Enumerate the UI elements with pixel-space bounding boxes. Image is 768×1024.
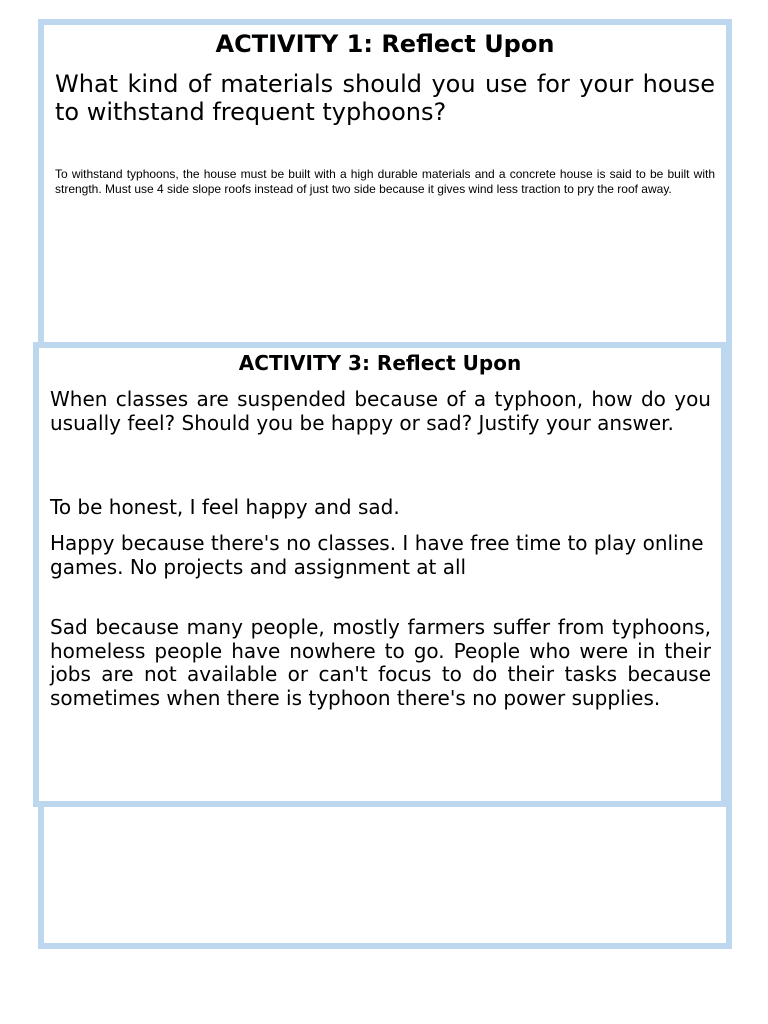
activity-3-title bbox=[39, 349, 721, 377]
activity-3-answer-happy: Happy because there's no classes. I have free time to play online games. No projects and assignment at all bbox=[50, 531, 704, 579]
activity-1-title-label: ACTIVITY 1: bbox=[215, 30, 373, 58]
activity-1-title-text: Reflect Upon bbox=[381, 30, 555, 58]
activity-3-answer-sad: Sad because many people, mostly farmers suffer from typhoons, homeless people have nowhere to go. People who were in their jobs are not available or can't focus to do their tasks because sometimes when there is typhoon there's no power supplies. bbox=[50, 615, 711, 710]
activity-3-answer-intro: To be honest, I feel happy and sad. bbox=[50, 495, 400, 519]
activity-3-question: When classes are suspended because of a typhoon, how do you usually feel? Should you be happy or sad? Justify your answer. bbox=[50, 387, 711, 435]
activity-1-answer: To withstand typhoons, the house must be built with a high durable materials and a concrete house is said to be built with strength. Must use 4 side slope roofs instead of just two side because it gives wind less traction to pry the roof away. bbox=[55, 167, 715, 196]
activity-1-question: What kind of materials should you use for your house to withstand frequent typhoons? bbox=[55, 70, 715, 126]
activity-3-title-text: Reflect Upon bbox=[376, 351, 522, 375]
activity-1-title bbox=[44, 29, 726, 59]
activity-3-title-label: ACTIVITY 3: bbox=[238, 351, 370, 375]
